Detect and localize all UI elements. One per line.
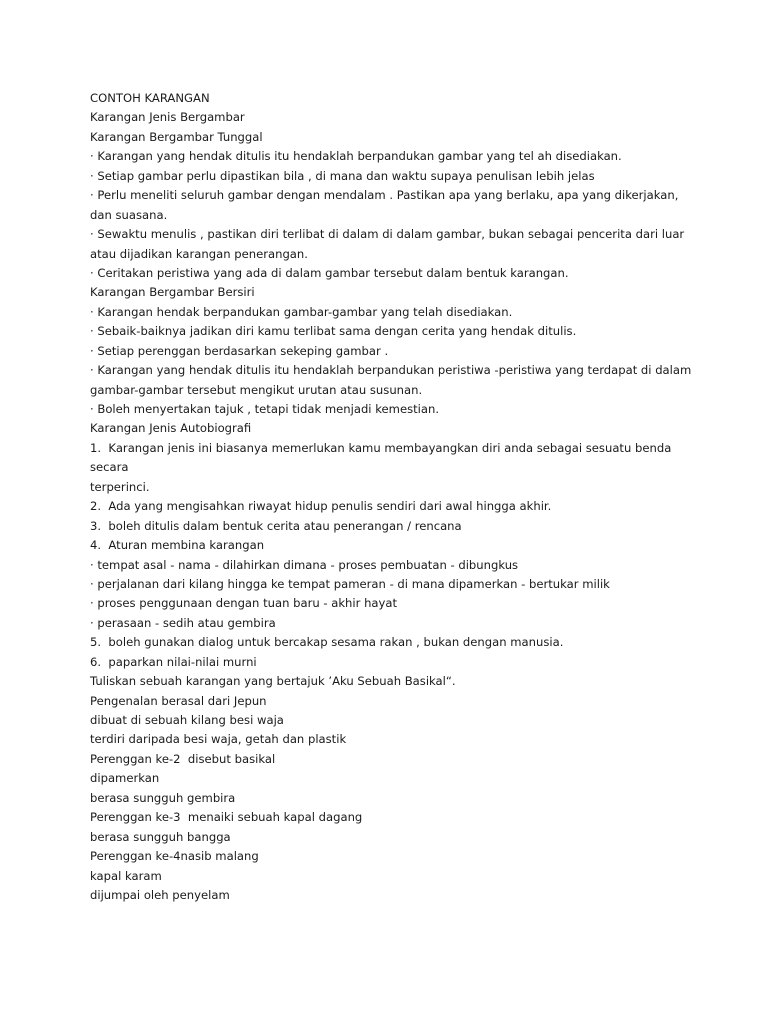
text-line: terdiri daripada besi waja, getah dan plastik bbox=[90, 732, 347, 747]
text-line: dibuat di sebuah kilang besi waja bbox=[90, 713, 284, 727]
text-line: Perenggan ke-3 menaiki sebuah kapal dagang bbox=[90, 810, 363, 825]
subsection-heading: Karangan Bergambar Bersiri bbox=[90, 285, 255, 300]
text-line: Pengenalan berasal dari Jepun bbox=[90, 693, 267, 708]
text-line: kapal karam bbox=[90, 868, 162, 883]
bullet-line: · Setiap gambar perlu dipastikan bila , di mana dan waktu supaya penulisan lebih jelas bbox=[90, 168, 595, 183]
bullet-line: · Ceritakan peristiwa yang ada di dalam gambar tersebut dalam bentuk karangan. bbox=[90, 265, 569, 280]
bullet-line: · Karangan hendak berpandukan gambar-gambar yang telah disediakan. bbox=[90, 304, 513, 319]
text-line: Perenggan ke-4nasib malang bbox=[90, 849, 259, 864]
bullet-line: · Sewaktu menulis , pastikan diri terlibat di dalam di dalam gambar, bukan sebagai pencerita dari luar bbox=[90, 227, 685, 242]
section-heading: Karangan Jenis Bergambar bbox=[90, 110, 245, 125]
bullet-line: · Karangan yang hendak ditulis itu hendaklah berpandukan peristiwa -peristiwa yang terdapat di dalam bbox=[90, 363, 692, 378]
text-line: gambar-gambar tersebut mengikut urutan atau susunan. bbox=[90, 382, 423, 397]
text-line: atau dijadikan karangan penerangan. bbox=[90, 246, 308, 261]
text-line: terperinci. bbox=[90, 479, 150, 494]
numbered-line: 2. Ada yang mengisahkan riwayat hidup penulis sendiri dari awal hingga akhir. bbox=[90, 499, 552, 514]
document-title: CONTOH KARANGAN bbox=[90, 91, 210, 105]
bullet-line: · Perlu meneliti seluruh gambar dengan mendalam . Pastikan apa yang berlaku, apa yang dikerjakan, bbox=[90, 188, 679, 203]
bullet-line: · perasaan - sedih atau gembira bbox=[90, 615, 276, 630]
numbered-line: 5. boleh gunakan dialog untuk bercakap sesama rakan , bukan dengan manusia. bbox=[90, 635, 564, 650]
section-heading: Karangan Jenis Autobiografi bbox=[90, 421, 252, 436]
bullet-line: · Boleh menyertakan tajuk , tetapi tidak menjadi kemestian. bbox=[90, 402, 440, 416]
essay-prompt: Tuliskan sebuah karangan yang bertajuk ’Aku Sebuah Basikal“. bbox=[90, 674, 456, 689]
bullet-line: · perjalanan dari kilang hingga ke tempat pameran - di mana dipamerkan - bertukar milik bbox=[90, 576, 610, 591]
text-line: dan suasana. bbox=[90, 207, 168, 222]
bullet-line: · Karangan yang hendak ditulis itu hendaklah berpandukan gambar yang tel ah disediakan. bbox=[90, 149, 622, 164]
text-line: dipamerkan bbox=[90, 771, 160, 786]
bullet-line: · proses penggunaan dengan tuan baru - akhir hayat bbox=[90, 596, 398, 611]
text-line: berasa sungguh bangga bbox=[90, 829, 231, 844]
subsection-heading: Karangan Bergambar Tunggal bbox=[90, 129, 263, 144]
numbered-line: 4. Aturan membina karangan bbox=[90, 538, 265, 553]
text-line: berasa sungguh gembira bbox=[90, 790, 236, 805]
numbered-line: 6. paparkan nilai-nilai murni bbox=[90, 654, 257, 669]
bullet-line: · Sebaik-baiknya jadikan diri kamu terlibat sama dengan cerita yang hendak ditulis. bbox=[90, 324, 577, 339]
text-line: dijumpai oleh penyelam bbox=[90, 887, 230, 902]
text-line: secara bbox=[90, 460, 129, 475]
text-line: Perenggan ke-2 disebut basikal bbox=[90, 751, 276, 766]
document-body bbox=[90, 89, 690, 905]
numbered-line: 3. boleh ditulis dalam bentuk cerita atau penerangan / rencana bbox=[90, 518, 462, 533]
bullet-line: · Setiap perenggan berdasarkan sekeping gambar . bbox=[90, 343, 389, 358]
bullet-line: · tempat asal - nama - dilahirkan dimana - proses pembuatan - dibungkus bbox=[90, 557, 519, 572]
numbered-line: 1. Karangan jenis ini biasanya memerlukan kamu membayangkan diri anda sebagai sesuatu benda bbox=[90, 440, 672, 455]
